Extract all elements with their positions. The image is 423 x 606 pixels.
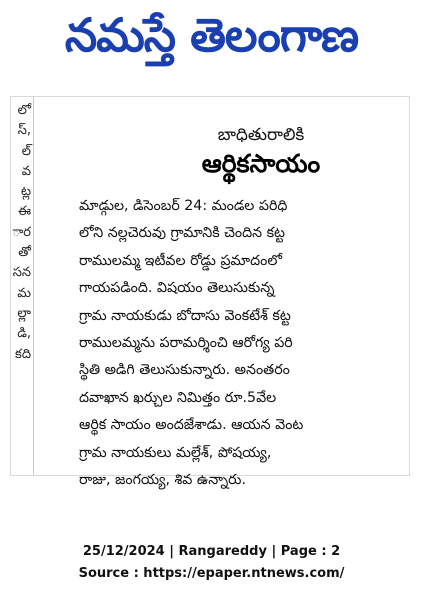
date-edition-page: 25/12/2024 | Rangareddy | Page : 2 [82,544,341,559]
side-fragment: ల్లా [17,305,31,321]
article-line: మాడ్గుల, డిసెంబర్ 24: మండల పరిధి [79,198,288,214]
article-line: గాయపడింది. విషయం తెలుసుకున్న [79,280,275,297]
article-headline [131,123,391,181]
side-fragment: ఈ [18,204,31,220]
headline-title: ఆర్థికసాయం [201,149,321,178]
side-fragment: వ [21,163,31,179]
side-fragment: ట్ల [20,184,31,200]
side-fragment: సన [12,265,31,281]
side-fragment: తో [18,245,31,261]
article-line: ఆర్థిక సాయం అందజేశాడు. ఆయన వెంట [79,417,304,434]
news-clipping [10,96,410,488]
side-fragment: డి, [17,326,31,342]
side-fragment: మ [17,285,31,301]
side-fragment: కది [15,346,31,362]
side-fragment: ల్ [21,143,31,159]
article-line: రాములమ్మను పరామర్శించి ఆరోగ్య పరి [79,334,293,351]
source-footer [0,541,423,585]
adjacent-article-column [11,97,34,475]
article-line: రాజు, జంగయ్య, శివ ఉన్నారు. [79,471,246,488]
article-body [79,193,409,494]
side-fragment: లో [17,103,31,118]
article-line: గ్రామ నాయకుడు బోదాసు వెంకటేశ్ కట్ట [79,307,291,324]
headline-kicker: బాధితురాలికి [217,125,305,145]
side-fragment: స్, [17,123,31,139]
masthead-logo: నమస్తే తెలంగాణ [64,8,359,62]
source-link[interactable]: Source : https://epaper.ntnews.com/ [78,566,345,581]
article-line: రాములమ్మ ఇటీవల రోడ్డు ప్రమాదంలో [79,252,282,269]
side-fragment: ార [12,224,31,240]
article-line: గ్రామ నాయకులు మల్లేశ్, పోషయ్య, [79,444,272,461]
article-line: లోని నల్లచెరువు గ్రామానికి చెందిన కట్ట [79,225,285,242]
article-line: దవాఖాన ఖర్చుల నిమిత్తం రూ.5వేల [79,389,277,406]
article-line: స్థితి అడిగి తెలుసుకున్నారు. అనంతరం [79,362,290,379]
